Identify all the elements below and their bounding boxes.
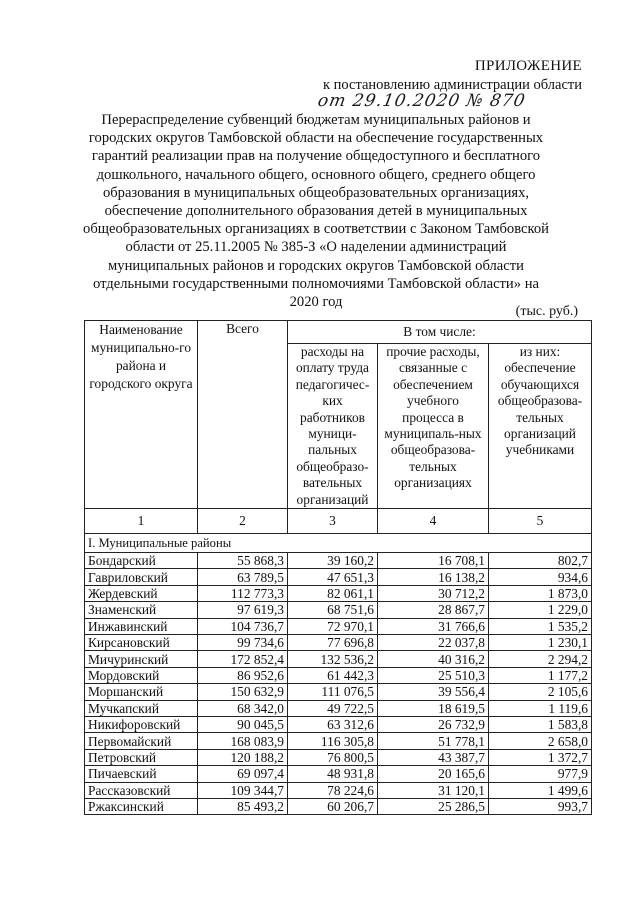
value-cell: 112 773,3 bbox=[198, 585, 288, 601]
value-cell: 132 536,2 bbox=[288, 651, 378, 667]
value-cell: 172 852,4 bbox=[198, 651, 288, 667]
table-row bbox=[85, 667, 592, 683]
district-name-cell: Первомайский bbox=[85, 733, 198, 749]
value-cell: 1 229,0 bbox=[489, 602, 592, 618]
value-cell: 16 708,1 bbox=[378, 553, 489, 569]
value-cell: 55 868,3 bbox=[198, 553, 288, 569]
table-row bbox=[85, 569, 592, 585]
district-name-cell: Петровский bbox=[85, 749, 198, 765]
header-total: Всего bbox=[198, 321, 288, 509]
district-name-cell: Ржаксинский bbox=[85, 798, 198, 814]
value-cell: 2 105,6 bbox=[489, 684, 592, 700]
document-heading: Перераспределение субвенций бюджетам муниципальных районов и городских округов Тамбовской области на обеспечение государственных гарантий реализации прав на получение общедоступного и бесплатного дошкольного, начального общего, основного общего, среднего общего образования в муниципальных общеобразовательных организациях, обеспечение дополнительного образования детей в муниципальных общеобразовательных организациях в соответствии с Законом Тамбовской области от 25.11.2005 № 385-З «О наделении администраций муниципальных районов и городских округов Тамбовской области отдельными государственными полномочиями Тамбовской области» на 2020 год bbox=[83, 112, 549, 311]
district-name-cell: Мичуринский bbox=[85, 651, 198, 667]
value-cell: 68 342,0 bbox=[198, 700, 288, 716]
value-cell: 99 734,6 bbox=[198, 635, 288, 651]
value-cell: 104 736,7 bbox=[198, 618, 288, 634]
value-cell: 60 206,7 bbox=[288, 798, 378, 814]
value-cell: 25 510,3 bbox=[378, 667, 489, 683]
value-cell: 90 045,5 bbox=[198, 716, 288, 732]
value-cell: 934,6 bbox=[489, 569, 592, 585]
section-label: I. Муниципальные районы bbox=[85, 534, 592, 553]
value-cell: 51 778,1 bbox=[378, 733, 489, 749]
subvention-table bbox=[84, 320, 592, 815]
column-number: 5 bbox=[489, 509, 592, 534]
value-cell: 28 867,7 bbox=[378, 602, 489, 618]
table-row bbox=[85, 684, 592, 700]
table-row bbox=[85, 651, 592, 667]
value-cell: 48 931,8 bbox=[288, 766, 378, 782]
column-numbers-row bbox=[85, 509, 592, 534]
table-row bbox=[85, 798, 592, 814]
value-cell: 47 651,3 bbox=[288, 569, 378, 585]
value-cell: 20 165,6 bbox=[378, 766, 489, 782]
value-cell: 116 305,8 bbox=[288, 733, 378, 749]
table-row bbox=[85, 602, 592, 618]
value-cell: 1 119,6 bbox=[489, 700, 592, 716]
value-cell: 18 619,5 bbox=[378, 700, 489, 716]
value-cell: 39 160,2 bbox=[288, 553, 378, 569]
table-row bbox=[85, 700, 592, 716]
table-row bbox=[85, 782, 592, 798]
district-name-cell: Мордовский bbox=[85, 667, 198, 683]
district-name-cell: Инжавинский bbox=[85, 618, 198, 634]
district-name-cell: Бондарский bbox=[85, 553, 198, 569]
value-cell: 77 696,8 bbox=[288, 635, 378, 651]
district-name-cell: Моршанский bbox=[85, 684, 198, 700]
header-including: В том числе: bbox=[288, 321, 592, 344]
header-col3: расходы на оплату труда педагогичес-ких работников муници-пальных общеобразо-вательных организаций bbox=[288, 344, 378, 509]
value-cell: 49 722,5 bbox=[288, 700, 378, 716]
value-cell: 1 372,7 bbox=[489, 749, 592, 765]
value-cell: 85 493,2 bbox=[198, 798, 288, 814]
header-name: Наименование муниципально-го района и городского округа bbox=[85, 321, 198, 509]
table-row bbox=[85, 585, 592, 601]
district-name-cell: Мучкапский bbox=[85, 700, 198, 716]
value-cell: 1 873,0 bbox=[489, 585, 592, 601]
value-cell: 22 037,8 bbox=[378, 635, 489, 651]
value-cell: 86 952,6 bbox=[198, 667, 288, 683]
handwritten-date-number: от 29.10.2020 № 870 bbox=[316, 91, 528, 111]
table-row bbox=[85, 618, 592, 634]
table-row bbox=[85, 635, 592, 651]
district-name-cell: Никифоровский bbox=[85, 716, 198, 732]
table-row bbox=[85, 716, 592, 732]
value-cell: 1 230,1 bbox=[489, 635, 592, 651]
value-cell: 1 583,8 bbox=[489, 716, 592, 732]
value-cell: 25 286,5 bbox=[378, 798, 489, 814]
header-col5: из них: обеспечение обучающихся общеобразова-тельных организаций учебниками bbox=[489, 344, 592, 509]
header-col4: прочие расходы, связанные с обеспечением учебного процесса в муниципаль-ных общеобразова-тельных организациях bbox=[378, 344, 489, 509]
value-cell: 150 632,9 bbox=[198, 684, 288, 700]
value-cell: 1 499,6 bbox=[489, 782, 592, 798]
value-cell: 30 712,2 bbox=[378, 585, 489, 601]
column-number: 3 bbox=[288, 509, 378, 534]
value-cell: 1 535,2 bbox=[489, 618, 592, 634]
value-cell: 31 120,1 bbox=[378, 782, 489, 798]
value-cell: 168 083,9 bbox=[198, 733, 288, 749]
value-cell: 2 294,2 bbox=[489, 651, 592, 667]
value-cell: 31 766,6 bbox=[378, 618, 489, 634]
appendix-title: ПРИЛОЖЕНИЕ bbox=[474, 58, 582, 74]
table-row bbox=[85, 733, 592, 749]
value-cell: 63 312,6 bbox=[288, 716, 378, 732]
table-row bbox=[85, 749, 592, 765]
value-cell: 39 556,4 bbox=[378, 684, 489, 700]
units-label: (тыс. руб.) bbox=[515, 304, 578, 319]
value-cell: 43 387,7 bbox=[378, 749, 489, 765]
table-row bbox=[85, 766, 592, 782]
appendix-subtitle: к постановлению администрации области bbox=[322, 77, 582, 93]
value-cell: 82 061,1 bbox=[288, 585, 378, 601]
district-name-cell: Кирсановский bbox=[85, 635, 198, 651]
district-name-cell: Гавриловский bbox=[85, 569, 198, 585]
value-cell: 1 177,2 bbox=[489, 667, 592, 683]
district-name-cell: Знаменский bbox=[85, 602, 198, 618]
value-cell: 68 751,6 bbox=[288, 602, 378, 618]
value-cell: 78 224,6 bbox=[288, 782, 378, 798]
district-name-cell: Жердевский bbox=[85, 585, 198, 601]
district-name-cell: Рассказовский bbox=[85, 782, 198, 798]
value-cell: 2 658,0 bbox=[489, 733, 592, 749]
value-cell: 16 138,2 bbox=[378, 569, 489, 585]
value-cell: 72 970,1 bbox=[288, 618, 378, 634]
column-number: 2 bbox=[198, 509, 288, 534]
table-row bbox=[85, 553, 592, 569]
value-cell: 977,9 bbox=[489, 766, 592, 782]
value-cell: 993,7 bbox=[489, 798, 592, 814]
value-cell: 76 800,5 bbox=[288, 749, 378, 765]
district-name-cell: Пичаевский bbox=[85, 766, 198, 782]
value-cell: 97 619,3 bbox=[198, 602, 288, 618]
value-cell: 26 732,9 bbox=[378, 716, 489, 732]
value-cell: 802,7 bbox=[489, 553, 592, 569]
value-cell: 69 097,4 bbox=[198, 766, 288, 782]
column-number: 1 bbox=[85, 509, 198, 534]
column-number: 4 bbox=[378, 509, 489, 534]
value-cell: 61 442,3 bbox=[288, 667, 378, 683]
value-cell: 120 188,2 bbox=[198, 749, 288, 765]
section-row bbox=[85, 534, 592, 553]
value-cell: 109 344,7 bbox=[198, 782, 288, 798]
value-cell: 40 316,2 bbox=[378, 651, 489, 667]
value-cell: 111 076,5 bbox=[288, 684, 378, 700]
value-cell: 63 789,5 bbox=[198, 569, 288, 585]
